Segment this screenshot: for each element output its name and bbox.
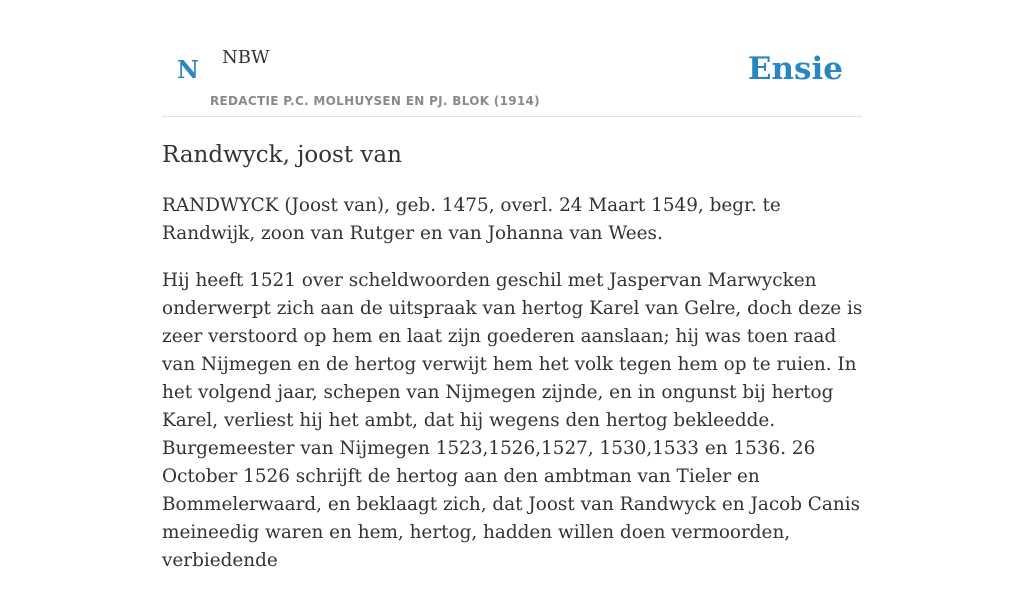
article-title: Randwyck, joost van — [162, 142, 402, 168]
source-header — [162, 0, 862, 117]
source-name[interactable]: NBW — [222, 47, 270, 68]
source-logo: N — [177, 55, 199, 84]
article-body — [162, 192, 867, 594]
article-paragraph: RANDWYCK (Joost van), geb. 1475, overl. 24 Maart 1549, begr. te Randwijk, zoon van Rutger en van Johanna van Wees. — [162, 195, 781, 244]
ensie-logo-link[interactable]: Ensie — [747, 51, 843, 87]
source-subtitle: REDACTIE P.C. MOLHUYSEN EN PJ. BLOK (1914) — [210, 94, 540, 108]
article-paragraph: Hij heeft 1521 over scheldwoorden geschil met Jaspervan Marwycken onderwerpt zich aan de uitspraak van hertog Karel van Gelre, doch deze is zeer verstoord op hem en laat zijn goederen aanslaan; hij was toen raad van Nijmegen en de hertog verwijt hem het volk tegen hem op te ruien. In het volgend jaar, schepen van Nijmegen zijnde, en in ongunst bij hertog Karel, verliest hij het ambt, dat hij wegens den hertog bekleedde. Burgemeester van Nijmegen 1523,1526,1527, 1530,1533 en 1536. 26 October 1526 schrijft de hertog aan den ambtman van Tieler en Bommelerwaard, en beklaagt zich, dat Joost van Randwyck en Jacob Canis meineedig waren en hem, hertog, hadden willen doen vermoorden, verbiedende — [162, 270, 863, 571]
